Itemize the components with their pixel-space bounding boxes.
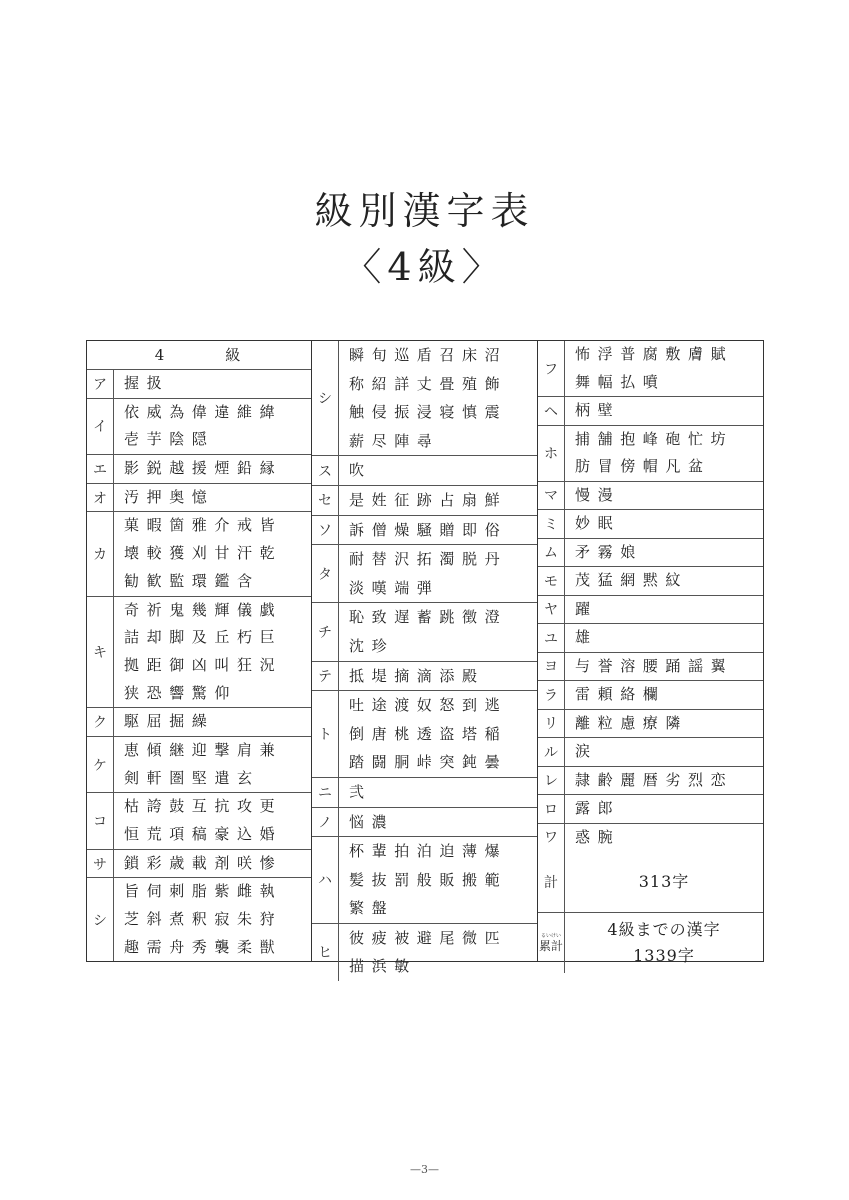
kanji-line: 薪尽陣尋 [349, 431, 440, 450]
table-row [538, 539, 763, 568]
table-row [87, 370, 311, 399]
row-kanji [114, 370, 311, 398]
row-kanji [339, 516, 537, 545]
row-kana: ク [87, 708, 114, 736]
kanji-line: 露郎 [575, 799, 621, 817]
table-row [312, 486, 537, 516]
table-row [312, 516, 537, 546]
row-kana: カ [87, 512, 114, 595]
row-kana: ラ [538, 681, 565, 709]
kanji-line: 訴僧燥騒贈即俗 [349, 520, 508, 539]
header-level: 4 [154, 346, 168, 364]
row-kana: キ [87, 597, 114, 708]
row-kana: マ [538, 482, 565, 510]
kanji-line: 繁盤 [349, 899, 395, 918]
table-row [538, 510, 763, 539]
kanji-line: 剣軒圏堅遣玄 [124, 768, 260, 787]
kanji-line: 倒唐桃透盗塔稲 [349, 724, 508, 743]
total-label: 計 [538, 851, 565, 912]
row-kanji [339, 341, 537, 455]
row-kana: セ [312, 486, 339, 515]
kanji-line: 淡嘆端弾 [349, 578, 440, 597]
kanji-line: 芝斜煮釈寂朱狩 [124, 910, 283, 929]
kanji-line: 描浜敏 [349, 957, 417, 976]
table-row [538, 653, 763, 682]
cumulative-line-2: 1339字 [633, 946, 695, 965]
row-kana: ミ [538, 510, 565, 538]
row-kana: コ [87, 793, 114, 848]
kanji-line: 踏闘胴峠突鈍曇 [349, 753, 508, 772]
table-row [312, 456, 537, 486]
row-kanji [114, 597, 311, 708]
kanji-line: 恒荒項稿豪込婚 [124, 825, 283, 843]
row-kana: ニ [312, 778, 339, 807]
kanji-line: 捕舗抱峰砲忙坊 [575, 429, 734, 448]
kanji-line: 汚押奥憶 [124, 487, 215, 506]
row-kana: ヤ [538, 596, 565, 624]
kanji-line: 瞬旬巡盾召床沼 [349, 346, 508, 364]
kanji-line: 躍 [575, 599, 598, 618]
row-kanji [114, 512, 311, 595]
row-kana: オ [87, 484, 114, 512]
row-kanji [565, 681, 763, 709]
total-row [538, 851, 763, 913]
page-number: —3— [410, 1163, 439, 1176]
kanji-line: 弐 [349, 782, 372, 801]
kanji-line: 耐替沢拓濁脱丹 [349, 550, 508, 569]
table-row [87, 399, 311, 455]
row-kanji [114, 399, 311, 454]
kanji-line: 狭恐響驚仰 [124, 683, 238, 702]
kanji-line: 奇祈鬼幾輝儀戯 [124, 600, 283, 619]
table-header [87, 341, 311, 370]
kanji-line: 杯輩拍泊迫薄爆 [349, 842, 508, 861]
table-row [538, 795, 763, 824]
kanji-line: 柄壁 [575, 401, 621, 419]
kanji-line: 抵堤摘滴添殿 [349, 666, 485, 685]
kanji-line: 与誉溶腰踊謡翼 [575, 656, 734, 675]
row-kana: ル [538, 738, 565, 766]
row-kana: シ [312, 341, 339, 455]
row-kana: ス [312, 456, 339, 485]
table-row [87, 455, 311, 484]
row-kanji [565, 738, 763, 766]
table-row [312, 662, 537, 692]
kanji-line: 肪冒傍帽凡盆 [575, 457, 711, 475]
kanji-line: 恥致遅蓄跳徴澄 [349, 608, 508, 627]
table-row [87, 484, 311, 513]
row-kana: ム [538, 539, 565, 567]
cumulative-row [538, 913, 763, 973]
page-subtitle: 〈4級〉 [343, 245, 506, 289]
row-kanji [565, 624, 763, 652]
row-kanji [339, 778, 537, 807]
row-kana: チ [312, 603, 339, 660]
kanji-table-column-1 [86, 340, 312, 962]
table-row [87, 708, 311, 737]
row-kanji [114, 850, 311, 878]
kanji-line: 旨伺刺脂紫雌執 [124, 882, 283, 901]
kanji-line: 怖浮普腐敷膚賦 [575, 345, 734, 363]
table-row [538, 824, 763, 852]
row-kana: リ [538, 710, 565, 738]
kanji-line: 悩濃 [349, 812, 395, 831]
row-kanji [339, 691, 537, 777]
row-kanji [565, 653, 763, 681]
row-kana: ケ [87, 737, 114, 792]
row-kana: ヒ [312, 924, 339, 981]
row-kanji [339, 545, 537, 602]
row-kana: ヨ [538, 653, 565, 681]
cumulative-ruby: るいけい [540, 933, 561, 939]
kanji-line: 矛霧娘 [575, 542, 643, 561]
kanji-line: 隷齢麗暦劣烈恋 [575, 770, 734, 789]
kanji-line: 離粒慮療隣 [575, 713, 689, 732]
page-title: 級別漢字表 [314, 189, 535, 233]
kanji-line: 彼疲被避尾微匹 [349, 928, 508, 947]
kanji-line: 吹 [349, 461, 372, 480]
row-kanji [114, 793, 311, 848]
row-kanji [565, 510, 763, 538]
kanji-line: 是姓征跡占扇鮮 [349, 490, 508, 509]
table-row [538, 341, 763, 397]
table-row [312, 808, 537, 838]
row-kana: ホ [538, 426, 565, 481]
kanji-line: 握扱 [124, 374, 170, 392]
table-row [538, 482, 763, 511]
row-kanji [339, 924, 537, 981]
kanji-line: 壊較獲刈甘汗乾 [124, 544, 283, 563]
row-kanji [565, 426, 763, 481]
row-kana: シ [87, 878, 114, 961]
row-kanji [339, 808, 537, 837]
row-kana: ソ [312, 516, 339, 545]
row-kanji [565, 482, 763, 510]
table-row [87, 512, 311, 596]
kanji-line: 菓暇箇雅介戒皆 [124, 516, 283, 535]
row-kanji [565, 539, 763, 567]
table-row [538, 624, 763, 653]
row-kana: ユ [538, 624, 565, 652]
row-kana: ロ [538, 795, 565, 823]
table-row [87, 737, 311, 793]
kanji-line: 沈珍 [349, 636, 395, 655]
row-kanji [565, 341, 763, 396]
kanji-table-column-3 [538, 340, 764, 965]
row-kana: ア [87, 370, 114, 398]
row-kanji [114, 878, 311, 961]
kanji-line: 称紹詳丈畳殖飾 [349, 374, 508, 393]
row-kanji [565, 795, 763, 823]
row-kana: タ [312, 545, 339, 602]
header-label: 級 [225, 346, 244, 364]
table-row [312, 924, 537, 981]
row-kanji [565, 767, 763, 795]
row-kanji [565, 596, 763, 624]
row-kana: エ [87, 455, 114, 483]
total-value: 313字 [638, 871, 690, 891]
table-row [538, 567, 763, 596]
kanji-line: 雷頼絡欄 [575, 685, 666, 703]
table-row [312, 603, 537, 661]
kanji-line: 茂猛網黙紋 [575, 571, 689, 589]
kanji-line: 枯誇鼓互抗攻更 [124, 797, 283, 816]
table-row [312, 545, 537, 603]
row-kana: テ [312, 662, 339, 691]
kanji-line: 駆屈掘繰 [124, 712, 215, 731]
table-row [538, 681, 763, 710]
kanji-line: 拠距御凶叫狂況 [124, 655, 283, 674]
table-row [87, 878, 311, 961]
kanji-line: 壱芋陰隠 [124, 430, 215, 449]
row-kanji [565, 824, 763, 852]
kanji-line: 趣需舟秀襲柔獣 [124, 937, 283, 956]
row-kana: モ [538, 567, 565, 595]
table-row [312, 837, 537, 924]
table-row [538, 767, 763, 796]
row-kana: イ [87, 399, 114, 454]
table-row [312, 778, 537, 808]
row-kanji [565, 710, 763, 738]
row-kana: ワ [538, 824, 565, 852]
row-kanji [339, 603, 537, 660]
row-kanji [565, 397, 763, 425]
cumulative-line-1: 4級までの漢字 [607, 920, 721, 939]
row-kana: ヘ [538, 397, 565, 425]
row-kana: レ [538, 767, 565, 795]
row-kanji [114, 455, 311, 483]
kanji-line: 鎖彩歳載剤咲惨 [124, 853, 283, 872]
row-kanji [339, 837, 537, 923]
row-kana: サ [87, 850, 114, 878]
kanji-line: 涙 [575, 742, 598, 760]
kanji-line: 触侵振浸寝慎震 [349, 403, 508, 422]
row-kanji [339, 486, 537, 515]
row-kanji [114, 484, 311, 512]
kanji-table-column-2 [312, 340, 538, 976]
kanji-line: 髪抜罰般販搬範 [349, 870, 508, 889]
table-row [87, 793, 311, 849]
row-kana: ノ [312, 808, 339, 837]
row-kanji [114, 708, 311, 736]
row-kanji [565, 567, 763, 595]
row-kanji [339, 662, 537, 691]
table-row [538, 426, 763, 482]
kanji-line: 惑腕 [575, 827, 621, 846]
kanji-line: 勧歓監環鑑含 [124, 571, 260, 590]
table-row [538, 738, 763, 767]
kanji-line: 詰却脚及丘朽巨 [124, 628, 283, 647]
table-row [538, 397, 763, 426]
kanji-line: 慢漫 [575, 485, 621, 504]
kanji-line: 雄 [575, 628, 598, 646]
table-row [538, 710, 763, 739]
kanji-line: 依威為偉違維緯 [124, 402, 283, 421]
table-row [87, 597, 311, 709]
row-kanji [339, 456, 537, 485]
cumulative-label: 累計 [538, 939, 563, 953]
kanji-line: 舞幅払噴 [575, 372, 666, 391]
table-row [87, 850, 311, 879]
table-row [312, 341, 537, 456]
table-row [538, 596, 763, 625]
row-kana: フ [538, 341, 565, 396]
kanji-line: 恵傾継迎撃肩兼 [124, 740, 283, 759]
row-kanji [114, 737, 311, 792]
row-kana: ト [312, 691, 339, 777]
row-kana: ハ [312, 837, 339, 923]
kanji-line: 影鋭越援煙鉛縁 [124, 459, 283, 478]
table-row [312, 691, 537, 778]
kanji-line: 妙眠 [575, 514, 621, 532]
cumulative-label-cell [538, 913, 565, 973]
kanji-line: 吐途渡奴怒到逃 [349, 696, 508, 715]
